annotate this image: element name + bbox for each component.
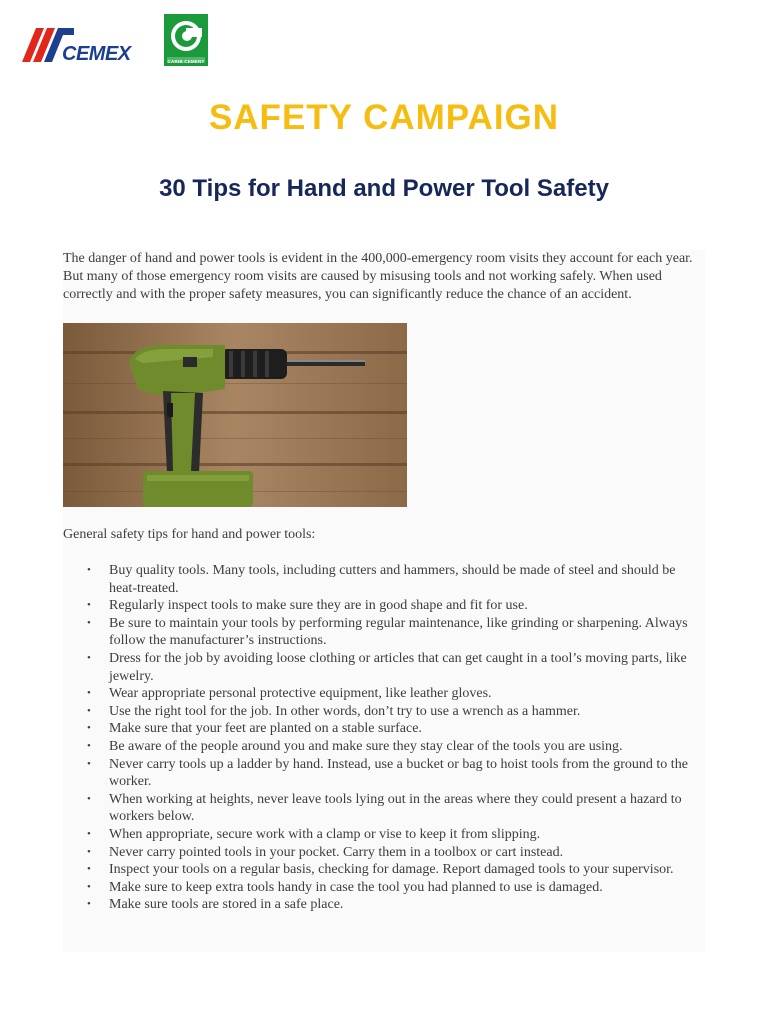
safety-tips-list [63, 562, 705, 914]
intro-paragraph: The danger of hand and power tools is evident in the 400,000-emergency room visits they account for each year. But many of those emergency room visits are caused by misusing tools and not working safely. When used correctly and with the proper safety measures, you can significantly reduce the chance of an accident. [63, 251, 693, 302]
list-item: • Inspect your tools on a regular basis, checking for damage. Report damaged tools to your supervisor. [109, 861, 705, 879]
list-item: • Be aware of the people around you and make sure they stay clear of the tools you are using. [109, 738, 705, 756]
list-item: • Be sure to maintain your tools by performing regular maintenance, like grinding or sharpening. Always follow the manufacturer’s instructions. [109, 615, 705, 650]
list-item: • Use the right tool for the job. In other words, don’t try to use a wrench as a hammer. [109, 703, 705, 721]
list-item: • Dress for the job by avoiding loose clothing or articles that can get caught in a tool’s moving parts, like jewelry. [109, 650, 705, 685]
list-item: • Never carry tools up a ladder by hand. Instead, use a bucket or bag to hoist tools from the ground to the worker. [109, 756, 705, 791]
list-item: • When working at heights, never leave tools lying out in the areas where they could present a hazard to workers below. [109, 791, 705, 826]
tips-heading: General safety tips for hand and power tools: [63, 527, 316, 542]
list-item: • Regularly inspect tools to make sure they are in good shape and fit for use. [109, 597, 705, 615]
document-body [63, 250, 705, 952]
header-logos [22, 14, 222, 70]
carib-cement-wordmark: CARIB CEMENT [167, 59, 205, 64]
list-item: • Make sure to keep extra tools handy in case the tool you had planned to use is damaged. [109, 879, 705, 897]
page-subtitle: 30 Tips for Hand and Power Tool Safety [159, 175, 609, 202]
list-item: • When appropriate, secure work with a clamp or vise to keep it from slipping. [109, 826, 705, 844]
list-item: • Make sure tools are stored in a safe place. [109, 896, 705, 914]
power-drill-image [63, 323, 407, 507]
list-item: • Buy quality tools. Many tools, including cutters and hammers, should be made of steel and should be heat-treated. [109, 562, 705, 597]
page-title: SAFETY CAMPAIGN [208, 98, 560, 137]
list-item: • Wear appropriate personal protective equipment, like leather gloves. [109, 685, 705, 703]
list-item: • Never carry pointed tools in your pocket. Carry them in a toolbox or cart instead. [109, 844, 705, 862]
cemex-wordmark: CEMEX [62, 43, 131, 65]
list-item: • Make sure that your feet are planted on a stable surface. [109, 720, 705, 738]
